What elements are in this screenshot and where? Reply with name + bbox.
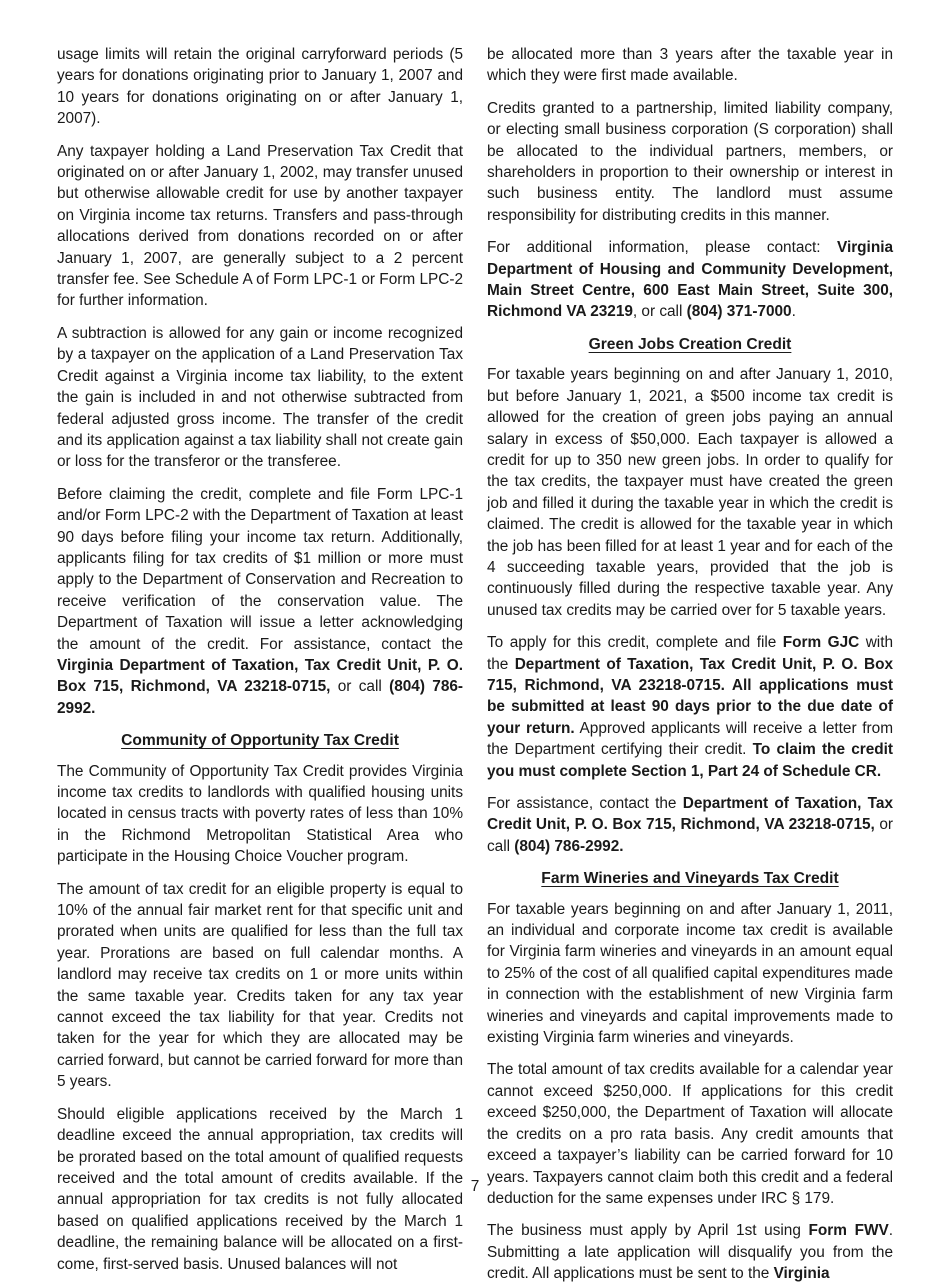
paragraph-subtraction-gain-income	[57, 323, 463, 473]
paragraph-green-jobs-assistance	[487, 793, 893, 857]
emphasis-run: Form GJC	[782, 634, 860, 652]
page-number: 7	[470, 1178, 480, 1195]
paragraph-community-opportunity-overview	[57, 761, 463, 868]
text-run: Before claiming the credit, complete and file Form LPC-1 and/or Form LPC-2 with the Department of Taxation at least 90 days before filing your income tax return. Additionally, applicants filing for tax credits of $1 million or more must apply to the Department of Conservation and Recreation to receive verification of the conservation value. The Department of Taxation will issue a letter acknowledging the amount of the credit. For assistance, contact the	[57, 485, 463, 653]
heading-community-of-opportunity-tax-credit: Community of Opportunity Tax Credit	[121, 732, 399, 750]
text-run: Credits granted to a partnership, limited liability company, or electing small business corporation (S corporation) shall be allocated to the individual partners, members, or shareholders in proportion to their ownership or interest in such business entity. The landlord must assume responsibility for distributing credits in this manner.	[487, 99, 893, 224]
emphasis-run: To claim the credit you must complete Section 1, Part 24 of Schedule CR.	[487, 741, 893, 780]
heading-green-jobs-creation-credit: Green Jobs Creation Credit	[588, 335, 792, 353]
right-column	[487, 44, 894, 1283]
emphasis-run: Virginia Department of Housing and Community Development, Main Street Centre, 600 East Main Street, Suite 300, Richmond VA 23219	[487, 239, 893, 321]
text-run: or call	[487, 816, 893, 855]
text-run: usage limits will retain the original carryforward periods (5 years for donations originating prior to January 1, 2007 and 10 years for donations originating on or after January 1, 2007).	[57, 46, 463, 128]
paragraph-land-preservation-transfer	[57, 141, 463, 312]
left-column	[57, 44, 464, 1273]
paragraph-credits-granted-partnership	[487, 98, 893, 226]
paragraph-green-jobs-overview	[487, 364, 893, 621]
text-run: be allocated more than 3 years after the taxable year in which they were first made available.	[487, 46, 893, 85]
emphasis-run: (804) 786-2992.	[57, 678, 464, 717]
paragraph-additional-information-contact	[487, 237, 893, 323]
heading-farm-wineries-and-vineyards-tax-credit: Farm Wineries and Vineyards Tax Credit	[541, 870, 839, 888]
emphasis-run: Form FWV	[808, 1222, 889, 1240]
text-run: For assistance, contact the	[487, 795, 683, 812]
text-run: . Submitting a late application will disqualify you from the credit. All applications must be sent to the	[487, 1222, 893, 1283]
text-run: , or call	[632, 303, 687, 321]
emphasis-run: Department of Taxation, Tax Credit Unit, P. O. Box 715, Richmond, VA 23218-0715. All applications must be submitted at least 90 days prior to the due date of your return.	[487, 655, 893, 737]
text-run: with the	[487, 634, 894, 673]
emphasis-run: Department of Taxation, Tax Credit Unit, P. O. Box 715, Richmond, VA 23218-0715,	[487, 795, 893, 834]
text-run: The business must apply by April 1st using	[487, 1222, 809, 1240]
text-run: Any taxpayer holding a Land Preservation Tax Credit that originated on or after January 1, 2002, may transfer unused but otherwise allowable credit for use by another taxpayer on Virginia income tax returns. Transfers and pass-through allocations derived from donations recorded on or after January 1, 2007, are generally subject to a 2 percent transfer fee. See Schedule A of Form LPC-1 or Form LPC-2 for further information.	[57, 142, 463, 310]
text-run: Should eligible applications received by the March 1 deadline exceed the annual appropriation, tax credits will be prorated based on the total amount of qualified requests received and the total amount of credits available. If the annual appropriation for tax credits is not fully allocated based on qualified applications received by the March 1 deadline, the remaining balance will be allocated on a first-come, first-served basis. Unused balances will not	[57, 1105, 463, 1273]
paragraph-farm-wineries-overview	[487, 899, 893, 1049]
emphasis-run: (804) 786-2992.	[514, 837, 624, 855]
text-run: Approved applicants will receive a letter from the Department certifying their credit.	[487, 719, 893, 759]
two-column-body	[57, 44, 894, 1283]
paragraph-apply-form-gjc	[487, 632, 893, 782]
paragraph-usage-limits	[57, 44, 463, 130]
text-run: The amount of tax credit for an eligible property is equal to 10% of the annual fair market rent for that specific unit and prorated when units are qualified for less than the full tax year. Prorations are based on full calendar months. A landlord may receive tax credits on 1 or more units within the same taxable year. Credits taken for any tax year cannot exceed the tax liability for that year. Credits not taken for the year for which they are allocated may be carried forward, but cannot be carried forward for more than 5 years.	[57, 880, 463, 1091]
text-run: A subtraction is allowed for any gain or income recognized by a taxpayer on the application of a Land Preservation Tax Credit against a Virginia income tax liability, to the extent the gain is included in and not otherwise subtracted from federal adjusted gross income. The transfer of the credit and its application against a tax liability shall not create gain or loss for the transferor or the transferee.	[57, 324, 463, 471]
emphasis-run: (804) 371-7000	[686, 303, 792, 321]
text-run: For taxable years beginning on and after January 1, 2011, an individual and corporate income tax credit is available for Virginia farm wineries and vineyards in an amount equal to 25% of the cost of all qualified capital expenditures made in connection with the establishment of new Virginia farm wineries and vineyards and capital improvements made to existing Virginia farm wineries and vineyards.	[487, 900, 893, 1047]
text-run: For taxable years beginning on and after January 1, 2010, but before January 1, 2021, a $500 income tax credit is allowed for the creation of green jobs paying an annual salary in excess of $50,000. Each taxpayer is allowed a credit for up to 350 new green jobs. In order to qualify for the tax credits, the taxpayer must have created the green job and filled it during the taxable year in which the credit is claimed. The credit is allowed for the taxable year in which the job has been filled for at least 1 year and for each of the 4 succeeding taxable years, provided that the job is continuously filled during the respective taxable year. Any unused tax credits may be carried over for 5 taxable years.	[487, 366, 893, 619]
text-run: The total amount of tax credits available for a calendar year cannot exceed $250,000. If applications for this credit exceed $250,000, the Department of Taxation will allocate the credits on a pro rata basis. Any credit amounts that exceed a taxpayer’s liability can be carried forward for 10 years. Taxpayers cannot claim both this credit and a federal deduction for the same expenses under IRC § 179.	[487, 1061, 893, 1207]
paragraph-before-claiming-credit	[57, 484, 463, 719]
emphasis-run: Virginia Department of Taxation, Tax Credit Unit, P. O. Box 715, Richmond, VA 23218-0715,	[57, 656, 463, 696]
paragraph-amount-of-tax-credit	[57, 879, 463, 1093]
text-run: The Community of Opportunity Tax Credit provides Virginia income tax credits to landlords with qualified housing units located in census tracts with poverty rates of less than 10% in the Richmond Metropolitan Statistical Area who participate in the Housing Choice Voucher program.	[57, 762, 463, 866]
paragraph-allocation-three-years	[487, 44, 893, 87]
text-run: .	[791, 303, 796, 321]
text-run: For additional information, please contact:	[487, 239, 837, 257]
text-run: or call	[330, 678, 390, 696]
text-run: To apply for this credit, complete and file	[487, 634, 783, 652]
emphasis-run: Virginia	[773, 1265, 830, 1283]
